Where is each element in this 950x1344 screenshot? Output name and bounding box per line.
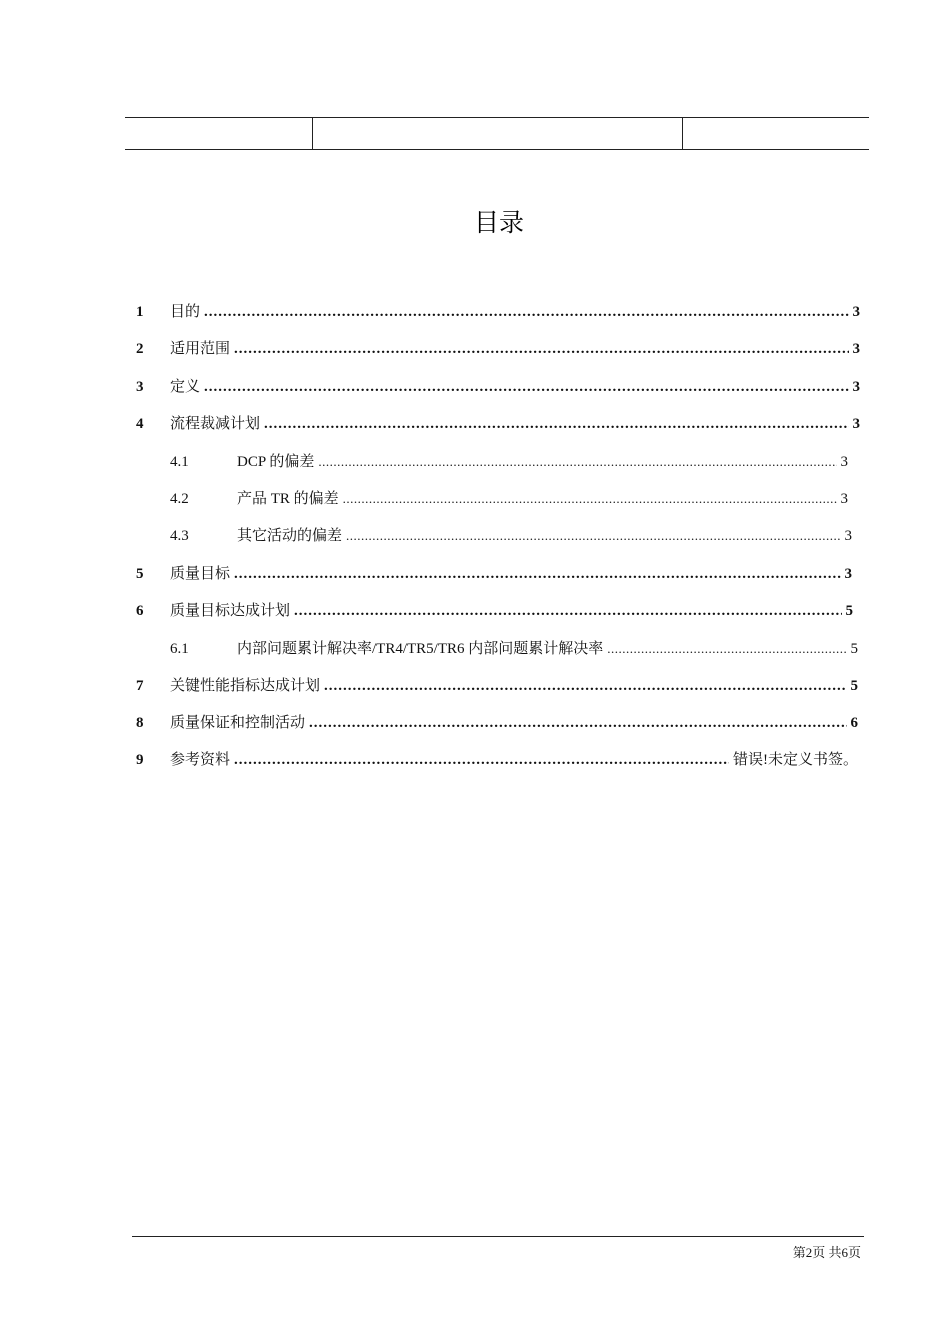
toc-entry-page: 3 [840,454,848,470]
toc-entry-label: 适用范围 [170,341,231,357]
toc-entry-label: 内部问题累计解决率/TR4/TR5/TR6 内部问题累计解决率 [237,641,604,657]
toc-entry-label: 关键性能指标达成计划 [170,678,321,694]
toc-entry-label: 产品 TR 的偏差 [237,491,339,507]
toc-entry-label: 质量目标达成计划 [170,603,291,619]
toc-leader-dots [324,678,846,695]
toc-entry-page: 5 [850,678,858,694]
toc-entry-page: 6 [850,715,858,731]
toc-entry-page: 5 [850,641,858,657]
toc-entry-number: 6 [136,603,144,619]
toc-leader-dots [234,341,848,358]
toc-entry-label: 流程裁减计划 [170,416,261,432]
toc-leader-dots [264,416,848,433]
toc-entry-6-1[interactable] [170,637,858,657]
toc-entry-4-3[interactable] [170,524,852,544]
toc-entry-page: 5 [845,603,853,619]
toc-entry-number: 9 [136,752,144,768]
toc-entry-number: 4.2 [170,491,189,507]
toc-entry-page: 3 [852,341,860,357]
toc-entry-page: 3 [852,416,860,432]
toc-leader-dots [204,379,848,396]
toc-entry-8[interactable] [136,711,858,731]
toc-entry-number: 8 [136,715,144,731]
toc-entry-page: 3 [852,304,860,320]
toc-entry-4-2[interactable] [170,487,848,507]
toc-entry-number: 4 [136,416,144,432]
toc-entry-number: 4.3 [170,528,189,544]
toc-entry-number: 7 [136,678,144,694]
toc-entry-number: 3 [136,379,144,395]
toc-entry-4[interactable] [136,412,860,432]
toc-entry-label: DCP 的偏差 [237,454,315,470]
toc-entry-number: 4.1 [170,454,189,470]
toc-entry-page: 3 [844,566,852,582]
header-cell-divider [682,118,683,149]
toc-entry-label: 参考资料 [170,752,231,768]
toc-leader-dots [346,528,840,544]
page-number: 第2页 共6页 [792,1245,861,1260]
toc-entry-label: 质量保证和控制活动 [170,715,306,731]
toc-entry-6[interactable] [136,599,853,619]
toc-leader-dots [234,566,840,583]
toc-entry-number: 5 [136,566,144,582]
toc-entry-label: 其它活动的偏差 [237,528,343,544]
toc-entry-page: 3 [844,528,852,544]
toc-entry-2[interactable] [136,337,860,357]
toc-entry-number: 1 [136,304,144,320]
header-cell-divider [312,118,313,149]
toc-entry-9[interactable] [136,748,858,768]
toc-leader-dots [294,603,841,620]
toc-entry-7[interactable] [136,674,858,694]
toc-title: 目录 [473,208,524,237]
toc-entry-number: 2 [136,341,144,357]
toc-leader-dots [204,304,848,321]
toc-entry-4-1[interactable] [170,450,848,470]
header-table [125,117,869,150]
toc-entry-1[interactable] [136,300,860,320]
toc-leader-dots [318,454,836,470]
toc-entry-page: 3 [852,379,860,395]
toc-leader-dots [234,752,729,769]
footer-divider [132,1236,864,1237]
toc-leader-dots [343,491,837,507]
toc-leader-dots [309,715,846,732]
toc-entry-number: 6.1 [170,641,189,657]
toc-entry-page: 错误!未定义书签。 [733,752,858,768]
toc-leader-dots [607,641,846,657]
toc-entry-3[interactable] [136,375,860,395]
toc-entry-5[interactable] [136,562,852,582]
toc-entry-label: 定义 [170,379,201,395]
toc-entry-label: 目的 [170,304,201,320]
toc-entry-page: 3 [840,491,848,507]
toc-entry-label: 质量目标 [170,566,231,582]
